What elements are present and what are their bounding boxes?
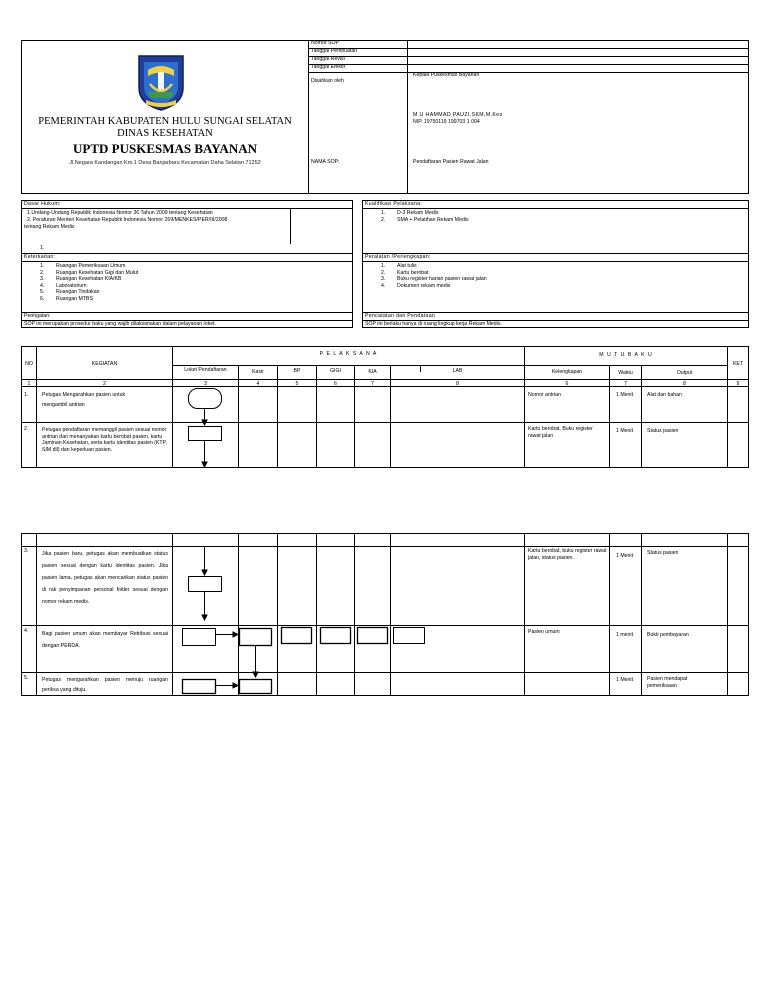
flow-arrow-3-in [202,547,207,576]
list-item-text: Dokumen rekam medis [397,282,451,289]
list-item-number: 1. [40,263,45,269]
flow-arrow-4-right [216,632,239,637]
row-3-waktu: 1 Menit [616,553,634,559]
list-item-number: 5. [40,289,45,295]
dasar-hukum-title: Dasar Hukum: [24,201,61,207]
col-kia-header: KIA [368,369,377,375]
signer-nip: NIP. 19750119 199703 1 004 [413,119,480,125]
col-pelaksana-header: P E L A K S A N A [319,351,378,357]
row-3-kelengkapan: Kartu berobat, buku register rawat jalan, status pasien. [528,548,607,561]
address: Jl.Negara Kandangan Km.1 Desa Banjarbaru Kecamatan Daha Selatan 71252 [69,160,261,166]
row-4-kegiatan: Bagi pasien umum akan membayar Retribusi sesuai dengan PERDA. [42,631,168,649]
col-number: 4 [256,381,260,387]
row-1-kelengkapan: Nomor antrian [528,392,561,398]
col-kelengkapan-header: Kelengkapan [551,369,583,375]
col-loket-header: Loket Pendaftaran [184,367,227,373]
list-item-number: 2. [381,216,386,223]
row-3-output: Status pasien [647,550,679,556]
col-kasir-header: Kasir [252,369,264,375]
peringatan-text: SOP ini merupakan prosedur baku yang wajib dilaksanakan dalam pelayanan loket. [24,321,216,327]
col-waktu-header: Waktu [618,370,633,376]
pencatatan-text: SOP ini berlaku hanya di ruang lingkup kerja Rekam Medis. [365,321,502,327]
col-number: 2 [103,381,106,387]
list-item-number: 3. [381,276,386,282]
flow-arrow-5-right [216,683,239,688]
list-item-number: 3. [40,276,45,282]
col-gigi-header: GIGI [330,368,341,374]
gov-line: PEMERINTAH KABUPATEN HULU SUNGAI SELATAN [38,116,292,127]
list-item-number: 1. [381,210,386,216]
col-number: 3 [204,381,207,387]
flow-arrow-4-down [253,646,258,678]
list-item-number: 6. [40,295,45,302]
dasar-hukum-3: tentang Rekam Medis [24,224,75,230]
dasar-hukum-extra: 1. [40,245,45,251]
dept-line: DINAS KESEHATAN [117,128,213,139]
row-5-output: Pasien mendapat pemeriksaan [647,676,688,689]
col-number: 7 [371,381,374,387]
row-4-output: Bukti pembayaran [647,632,689,638]
col-number: 8 [683,381,686,387]
list-item-text: Ruangan Pemeriksaan Umum [56,263,126,269]
flow-process-4-bp [282,628,312,644]
list-item-text: Buku register harian pasien rawat jalan [397,276,487,282]
row-1-waktu: 1 Menit [616,392,634,398]
list-item-number: 2. [40,269,45,276]
tanggal-revisi-label: Tanggal Revisi [311,56,345,62]
list-item-text: Ruangan Tindakan [56,289,100,295]
row-4-waktu: 1 menit [616,632,634,638]
list-item-number: 2. [381,269,386,276]
row-3-kegiatan: Jika pasien baru, petugas akan membuatkan status pasien sesuai dengan kartu identitas pasien. Jika pasien lama, petugas akan mencarikan status pasien di rak penyimpanan personal folder sesuai dengan nomor rekam medis. [42,551,168,605]
col-number: 6 [565,381,569,387]
unit-name: UPTD PUSKESMAS BAYANAN [73,141,257,156]
row-2-kelengkapan: Kartu berobat, Buku register rawat jalan [528,426,593,439]
dasar-hukum-1: 1.Undang-Undang Republik Indonesia Nomor 36 Tahun 2009 tentang Kesehatan [27,210,213,216]
row-2-waktu: 1 Menit [616,428,634,434]
col-number: 1 [27,381,31,387]
row-1-no: 1. [24,392,29,398]
peralatan-title: Peralatan /Perlengkapan: [365,254,431,260]
flow-process-4-loket [183,629,216,646]
list-item-text: SMA + Pelatihan Rekam Medis [397,216,469,223]
col-lab-header: LAB [452,368,463,374]
tanggal-efektif-label: Tanggal Efektif [311,64,346,70]
nama-sop-label: NAMA SOP: [311,159,340,165]
dasar-hukum-2: 2. Peraturan Menteri Kesehatan Republik Indonesia Nomor 269/MENKES/PER/III/2008 [27,217,228,223]
nama-sop-value: Pendaftaran Pasien Rawat Jalan [413,159,489,165]
col-number: 7 [624,381,627,387]
list-item-text: Alat tulis [397,263,417,269]
col-bp-header: BP [293,368,301,374]
list-item-text: Ruangan Kesehatan Gigi dan Mulut [56,269,139,276]
row-3-no: 3. [24,548,29,554]
list-item-number: 4. [381,282,386,289]
flow-process-3 [189,577,222,592]
col-kegiatan-header: KEGIATAN [91,361,118,367]
flow-process-4-kasir [240,629,272,646]
col-mutu-baku-header: M U T U B A K U [599,352,653,358]
list-item-text: D-3 Rekam Medis [397,210,439,216]
signer-name: M U HAMMAD PAUZI,SKM,M.Kes [413,112,503,118]
peringatan-title: Peringatan: [24,313,51,319]
tanggal-pembuatan-label: Tanggal Pembuatan [311,48,358,54]
list-item-number: 1. [381,263,386,269]
col-output-header: Output [676,370,693,376]
row-5-waktu: 1 Menit [616,677,634,683]
col-number: 9 [736,381,740,387]
list-item-text: Laboratorium [56,282,87,289]
flow-arrow-3-out [202,592,207,621]
col-number: 6 [334,381,337,387]
col-number: 8 [456,381,459,387]
row-5-kegiatan: Petugas mengarahkan pasien menuju ruangan periksa yang dituju. [42,677,168,693]
flow-process-4-kia [358,628,388,644]
row-2-output: Status pasien [647,428,679,434]
disahkan-role: Kepala Puskesmas Bayanan [413,72,480,78]
list-item-number: 4. [40,282,45,289]
list-item-text: Kartu berobat [397,269,429,276]
flow-process-4-gigi [321,628,351,644]
pencatatan-title: Pencatatan dan Pendataan [365,313,436,319]
row-1-output: Alat dan bahan [647,392,682,398]
list-item-text: Ruangan MTBS [56,295,93,302]
flow-process-4-lab [394,628,425,644]
keterkaitan-title: Keterkaitan: [24,254,56,260]
row-5-no: 5. [24,675,29,681]
row-2-no: 2. [24,426,29,432]
nomor-sop-label: Nomor SOP [311,40,339,46]
list-item-text: Ruangan Kesehatan KIA/KB [56,276,122,282]
row-4-no: 4. [24,628,29,634]
kualifikasi-title: Kualifikasi Pelaksana: [365,201,423,207]
col-ket-header: KET [732,361,744,367]
col-number: 5 [295,381,299,387]
col-no-header: NO [25,361,33,367]
flow-process-5-loket [183,680,216,694]
row-1-kegiatan: Petugas Mengarahkan pasien untuk mengambil antrian [42,392,126,408]
row-2-kegiatan: Petugas pendaftaran memanggil pasien sesuai nomor antrian dan menanyakan kartu berobat pasien, kartu Jaminan Kesehatan, serta kartu identitas pasien (KTP, SIM dll) dan keperluan pasien. [42,427,167,453]
flow-process-5-kasir [240,680,272,694]
disahkan-label: Disahkan oleh [311,78,344,84]
row-4-kelengkapan: Pasien umum [528,629,560,635]
